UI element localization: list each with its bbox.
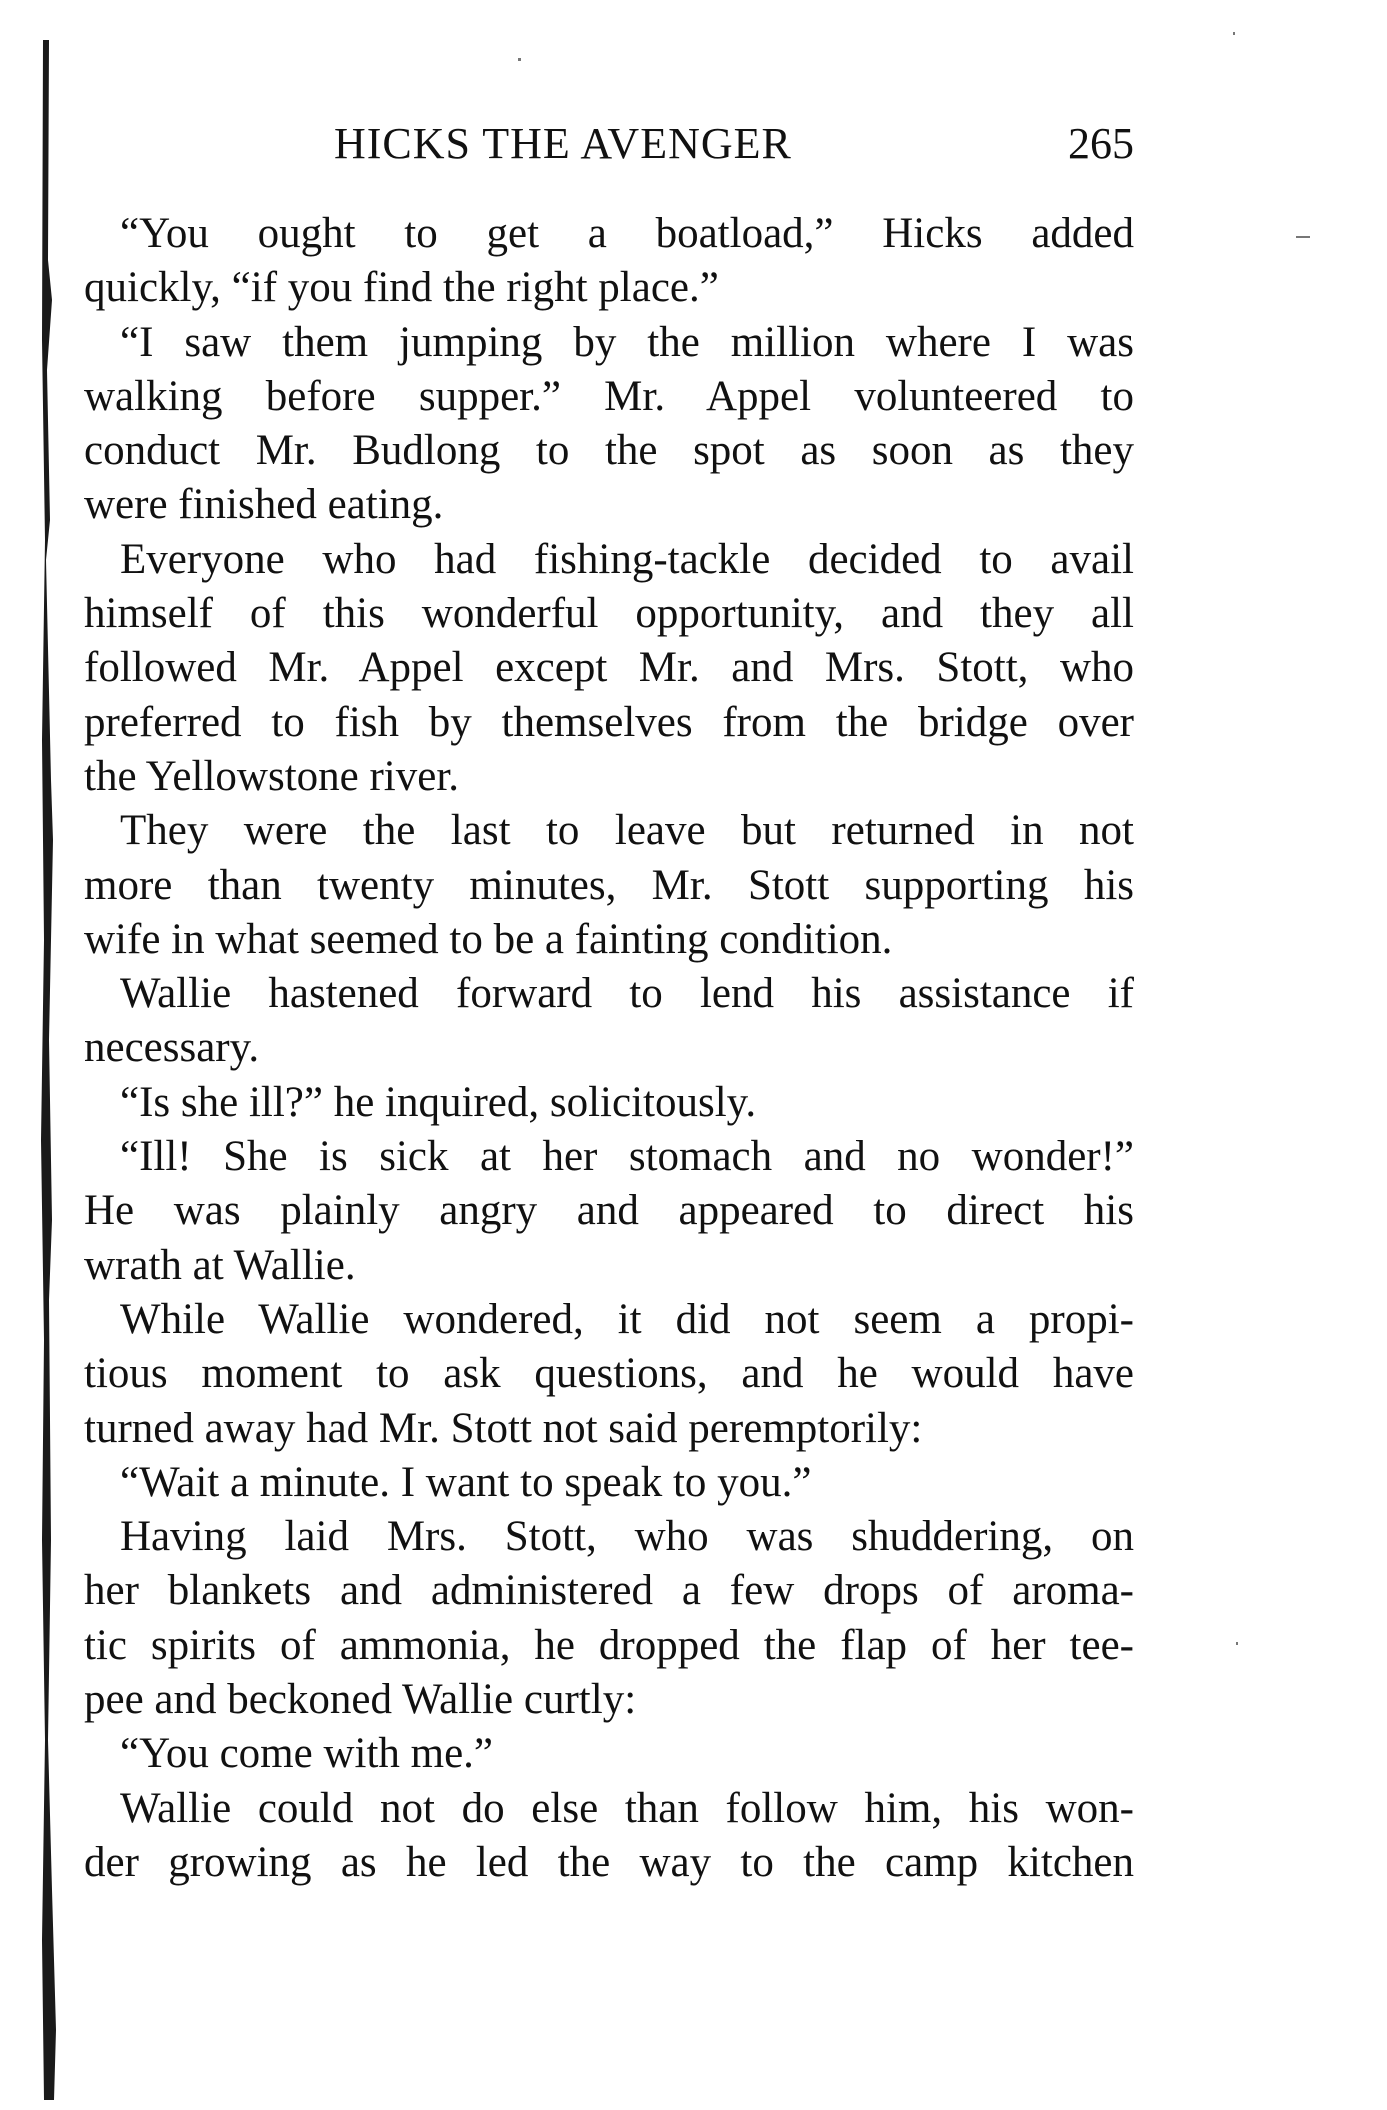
page-number: 265 (1068, 119, 1134, 168)
text-line: her blankets and administered a few drops of aroma- (84, 1567, 1134, 1615)
text-line: Wallie could not do else than follow him, his won- (120, 1784, 1134, 1832)
text-line: Everyone who had fishing-tackle decided to avail (120, 535, 1134, 583)
text-line: the Yellowstone river. (84, 752, 460, 800)
scan-speck (1296, 236, 1310, 238)
text-line: walking before supper.” Mr. Appel volunteered to (84, 372, 1134, 420)
text-line: Wallie hastened forward to lend his assistance if (120, 970, 1134, 1018)
text-line: pee and beckoned Wallie curtly: (84, 1676, 637, 1724)
text-line: more than twenty minutes, Mr. Stott supporting his (84, 861, 1134, 909)
text-line: quickly, “if you find the right place.” (84, 264, 719, 312)
running-title: HICKS THE AVENGER (334, 119, 792, 168)
text-line: “You ought to get a boatload,” Hicks added (120, 210, 1134, 257)
text-line: himself of this wonderful opportunity, and they all (84, 590, 1134, 638)
text-line: followed Mr. Appel except Mr. and Mrs. Stott, who (84, 644, 1134, 692)
text-line: He was plainly angry and appeared to direct his (84, 1187, 1134, 1235)
text-line: were finished eating. (84, 481, 444, 529)
text-line: wrath at Wallie. (84, 1241, 356, 1289)
text-line: “You come with me.” (120, 1730, 494, 1778)
text-line: tic spirits of ammonia, he dropped the flap of her tee- (84, 1621, 1134, 1669)
scan-speck (1233, 32, 1235, 35)
text-line: wife in what seemed to be a fainting condition. (84, 915, 893, 963)
text-line: “Is she ill?” he inquired, solicitously. (120, 1078, 757, 1126)
text-line: They were the last to leave but returned in not (120, 807, 1134, 855)
binding-shadow (40, 40, 56, 2100)
body-text (84, 207, 1134, 1890)
text-line: turned away had Mr. Stott not said peremptorily: (84, 1404, 923, 1452)
text-line: While Wallie wondered, it did not seem a propi- (120, 1295, 1134, 1343)
text-line: “Wait a minute. I want to speak to you.” (120, 1458, 812, 1506)
scan-speck (518, 58, 521, 61)
running-head (84, 118, 1134, 178)
text-line: necessary. (84, 1024, 260, 1072)
text-line: der growing as he led the way to the camp kitchen (84, 1838, 1134, 1886)
text-line: “I saw them jumping by the million where I was (120, 318, 1134, 366)
text-line: conduct Mr. Budlong to the spot as soon as they (84, 427, 1134, 475)
text-line: “Ill! She is sick at her stomach and no wonder!” (120, 1133, 1134, 1181)
text-line: tious moment to ask questions, and he would have (84, 1350, 1134, 1398)
text-line: Having laid Mrs. Stott, who was shuddering, on (120, 1513, 1134, 1561)
text-line: preferred to fish by themselves from the bridge over (84, 698, 1134, 746)
scan-speck (1236, 1642, 1238, 1645)
